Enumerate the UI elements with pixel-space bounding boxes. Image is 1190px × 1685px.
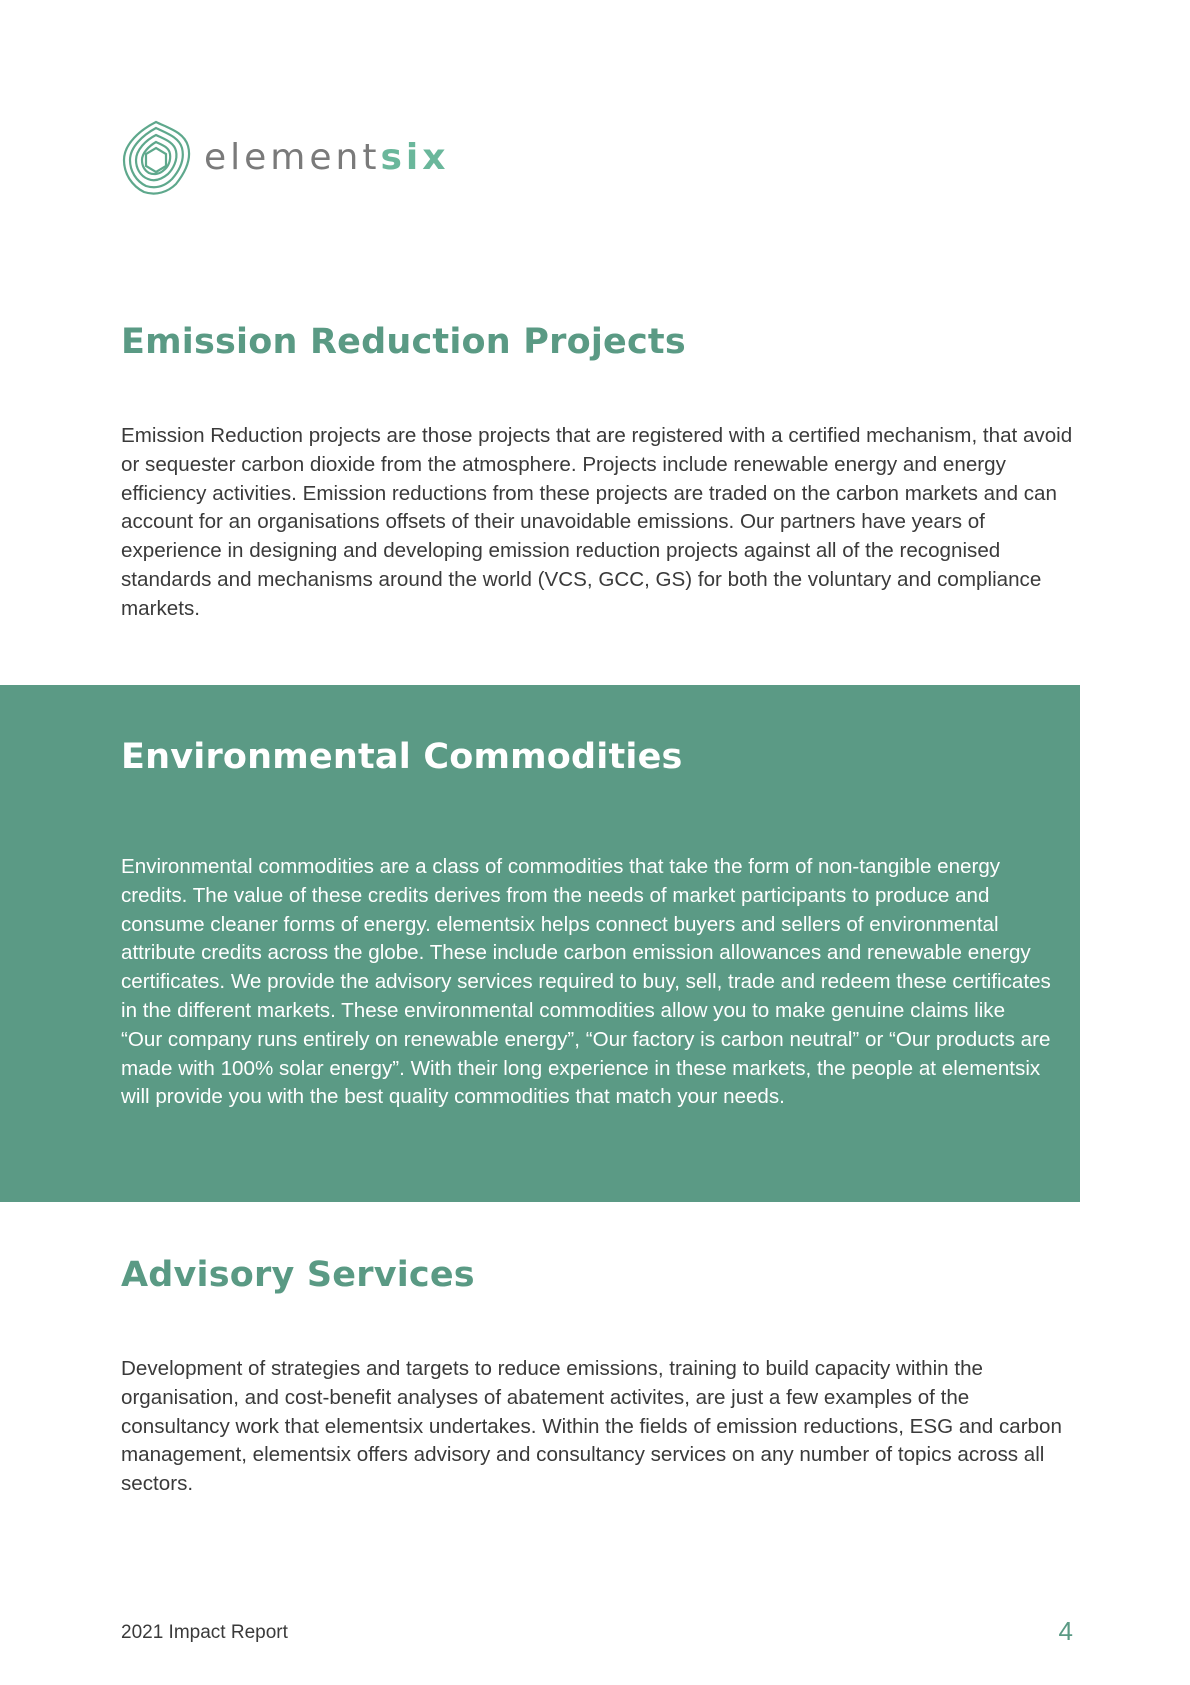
section-title-advisory-services: Advisory Services bbox=[121, 1255, 475, 1295]
section-body-environmental-commodities: Environmental commodities are a class of commodities that take the form of non-tangible energy credits. The value of these credits derives from the needs of market participants to produce and consume cleaner forms of energy. elementsix helps connect buyers and sellers of environmental attribute credits across the globe. These include carbon emission allowances and renewable energy certificates. We provide the advisory services required to buy, sell, trade and redeem these certificates in the different markets. These environmental commodities allow you to make genuine claims like “Our company runs entirely on renewable energy”, “Our factory is carbon neutral” or “Our products are made with 100% solar energy”. With their long experience in these markets, the people at elementsix will provide you with the best quality commodities that match your needs. bbox=[121, 855, 1051, 1109]
company-logo bbox=[118, 118, 449, 198]
environmental-commodities-band bbox=[0, 685, 1080, 1202]
hexagon-swirl-logo-icon bbox=[118, 118, 194, 198]
logo-word-six: six bbox=[380, 137, 450, 178]
footer-page-number: 4 bbox=[1058, 1616, 1073, 1646]
section-title-emission-reduction: Emission Reduction Projects bbox=[121, 322, 686, 362]
logo-word-element: element bbox=[204, 137, 381, 178]
logo-wordmark bbox=[204, 137, 450, 178]
section-title-environmental-commodities: Environmental Commodities bbox=[121, 737, 683, 777]
section-body-advisory-services: Development of strategies and targets to reduce emissions, training to build capacity within the organisation, and cost-benefit analyses of abatement activites, are just a few examples of the consultancy work that elementsix undertakes. Within the fields of emission reductions, ESG and carbon management, elementsix offers advisory and consultancy services on any number of topics across all sectors. bbox=[121, 1357, 1062, 1496]
footer-report-label: 2021 Impact Report bbox=[121, 1622, 288, 1643]
section-body-emission-reduction: Emission Reduction projects are those projects that are registered with a certified mechanism, that avoid or sequester carbon dioxide from the atmosphere. Projects include renewable energy and energy efficiency activities. Emission reductions from these projects are traded on the carbon markets and can account for an organisations offsets of their unavoidable emissions. Our partners have years of experience in designing and developing emission reduction projects against all of the recognised standards and mechanisms around the world (VCS, GCC, GS) for both the voluntary and compliance markets. bbox=[121, 424, 1073, 620]
